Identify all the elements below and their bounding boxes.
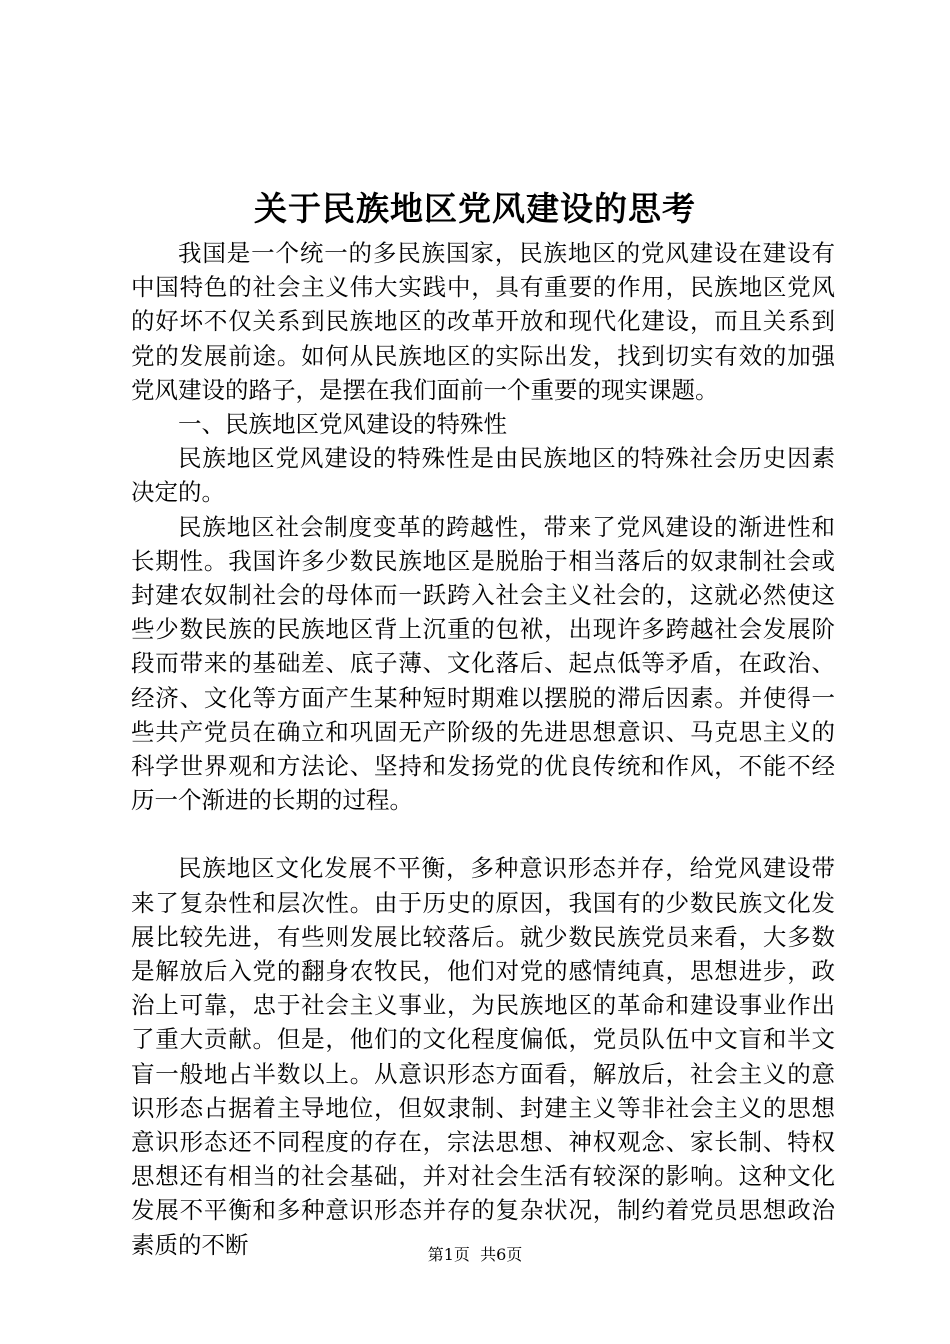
- page-number: 第1页: [427, 1245, 470, 1264]
- page-footer: [0, 1244, 950, 1266]
- document-title: 关于民族地区党风建设的思考: [254, 189, 696, 228]
- section-heading: 一、民族地区党风建设的特殊性: [178, 410, 507, 439]
- paragraph-intro: 我国是一个统一的多民族国家，民族地区的党风建设在建设有中国特色的社会主义伟大实践中，具有重要的作用，民族地区党风的好坏不仅关系到民族地区的改革开放和现代化建设，而且关系到党的发展前途。如何从民族地区的实际出发，找到切实有效的加强党风建设的路子，是摆在我们面前一个重要的现实课题。: [131, 239, 835, 404]
- document-body: [131, 236, 835, 1262]
- paragraph-cultural-imbalance: 民族地区文化发展不平衡，多种意识形态并存，给党风建设带来了复杂性和层次性。由于历史的原因，我国有的少数民族文化发展比较先进，有些则发展比较落后。就少数民族党员来看，大多数是解放后入党的翻身农牧民，他们对党的感情纯真，思想进步，政治上可靠，忠于社会主义事业，为民族地区的革命和建设事业作出了重大贡献。但是，他们的文化程度偏低，党员队伍中文盲和半文盲一般地占半数以上。从意识形态方面看，解放后，社会主义的意识形态占据着主导地位，但奴隶制、封建主义等非社会主义的思想意识形态还不同程度的存在，宗法思想、神权观念、家长制、特权思想还有相当的社会基础，并对社会生活有较深的影响。这种文化发展不平衡和多种意识形态并存的复杂状况，制约着党员思想政治素质的不断: [131, 854, 835, 1259]
- page-total: 共6页: [480, 1245, 523, 1264]
- paragraph-institutional-change: 民族地区社会制度变革的跨越性，带来了党风建设的渐进性和长期性。我国许多少数民族地区是脱胎于相当落后的奴隶制社会或封建农奴制社会的母体而一跃跨入社会主义社会的，这就必然使这些少数民族的民族地区背上沉重的包袱，出现许多跨越社会发展阶段而带来的基础差、底子薄、文化落后、起点低等矛盾，在政治、经济、文化等方面产生某种短时期难以摆脱的滞后因素。并使得一些共产党员在确立和巩固无产阶级的先进思想意识、马克思主义的科学世界观和方法论、坚持和发扬党的优良传统和作风，不能不经历一个渐进的长期的过程。: [131, 512, 835, 815]
- paragraph-particularity: 民族地区党风建设的特殊性是由民族地区的特殊社会历史因素决定的。: [131, 444, 835, 507]
